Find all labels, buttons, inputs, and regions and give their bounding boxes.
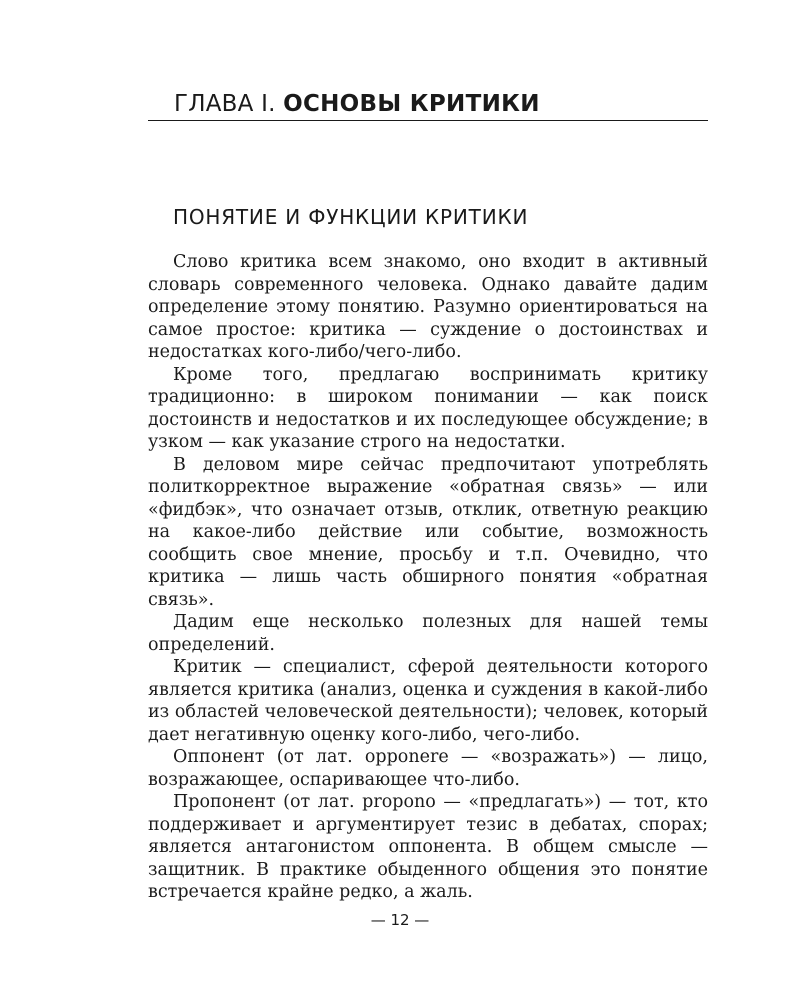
chapter-label: ГЛАВА I.: [174, 91, 284, 117]
paragraph: В деловом мире сейчас предпочитают употреблять политкорректное выражение «обратная связь» — или «фидбэк», что означает отзыв, отклик, ответную реакцию на какое-либо действие или событие, возможность сообщить свое мнение, просьбу и т.п. Очевидно, что критика — лишь часть обширного понятия «обратная связь».: [148, 454, 708, 610]
paragraph: Кроме того, предлагаю воспринимать критику традиционно: в широком понимании — как поиск достоинств и недостатков и их последующее обсуждение; в узком — как указание строго на недостатки.: [148, 364, 708, 452]
paragraph: Оппонент (от лат. opponere — «возражать») — лицо, возражающее, оспаривающее что-либо.: [148, 747, 708, 790]
paragraph: Критик — специалист, сферой деятельности которого является критика (анализ, оценка и суждения в какой-либо из областей человеческой деятельности); человек, который дает негативную оценку кого-либо, чего-либо.: [148, 657, 708, 745]
paragraph: Дадим еще несколько полезных для нашей темы определений.: [148, 612, 708, 655]
paragraph: Слово критика всем знакомо, оно входит в активный словарь современного человека. Однако давайте дадим определение этому понятию. Разумно ориентироваться на самое простое: критика — суждение о достоинствах и недостатках кого-либо/чего-либо.: [148, 252, 708, 362]
body-text: [148, 251, 708, 904]
chapter-title: ОСНОВЫ КРИТИКИ: [283, 91, 540, 117]
chapter-header: [148, 90, 708, 121]
section-title: ПОНЯТИЕ И ФУНКЦИИ КРИТИКИ: [173, 205, 529, 229]
page-number: — 12 —: [370, 911, 430, 929]
paragraph: Пропонент (от лат. propono — «предлагать») — тот, кто поддерживает и аргументирует тезис в дебатах, спорах; является антагонистом оппонента. В общем смысле — защитник. В практике обыденного общения это понятие встречается крайне редко, а жаль.: [148, 792, 708, 902]
